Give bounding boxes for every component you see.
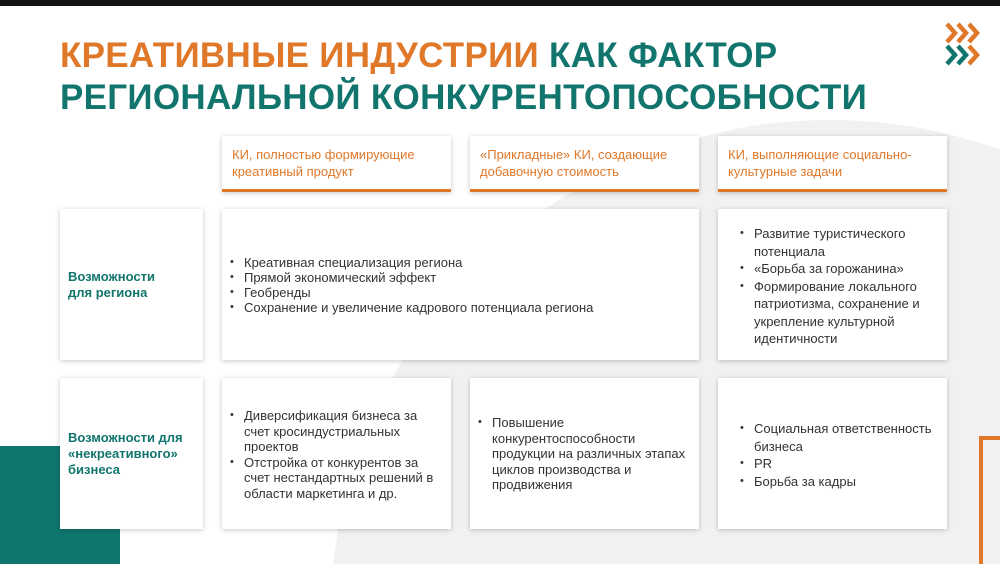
cell-region-social: [718, 209, 947, 360]
title-part-teal: КАК ФАКТОР: [549, 36, 778, 75]
list-item: • PR: [732, 455, 933, 473]
column-header-1: [222, 136, 451, 192]
list-item: • Повышение конкурентоспособности продукции на различных этапах циклов производства и продвижения: [470, 415, 691, 493]
chevron-logo-icon: [944, 22, 984, 68]
row-label-business-text: Возможности для «некреативного» бизнеса: [68, 429, 183, 477]
column-header-3-label: КИ, выполняющие социально-культурные задачи: [728, 147, 912, 179]
list-item: • Социальная ответственность бизнеса: [732, 420, 933, 455]
column-header-2: [470, 136, 699, 192]
list-item: • Борьба за кадры: [732, 473, 933, 491]
list-item: • Геобренды: [222, 285, 593, 300]
business-applied-list: [470, 415, 691, 493]
slide-title: [60, 35, 940, 119]
cell-region-merged: [222, 209, 699, 360]
list-item: • Креативная специализация региона: [222, 255, 593, 270]
list-item: • Сохранение и увеличение кадрового потенциала региона: [222, 300, 593, 315]
region-social-list: [732, 225, 933, 348]
column-header-1-label: КИ, полностью формирующие креативный продукт: [232, 147, 415, 179]
business-social-list: [732, 420, 933, 490]
cell-business-creative: [222, 378, 451, 529]
row-label-business: [60, 378, 203, 529]
row-label-region: [60, 209, 203, 360]
list-item: • Развитие туристического потенциала: [732, 225, 933, 260]
cell-business-social: [718, 378, 947, 529]
list-item: • Формирование локального патриотизма, сохранение и укрепление культурной идентичности: [732, 278, 933, 348]
title-part-orange: КРЕАТИВНЫЕ ИНДУСТРИИ: [60, 36, 540, 75]
list-item: • Прямой экономический эффект: [222, 270, 593, 285]
list-item: • Диверсификация бизнеса за счет кросиндустриальных проектов: [222, 408, 443, 455]
title-line-two: РЕГИОНАЛЬНОЙ КОНКУРЕНТОПОСОБНОСТИ: [60, 78, 868, 117]
column-header-2-label: «Прикладные» КИ, создающие добавочную стоимость: [480, 147, 668, 179]
list-item: • «Борьба за горожанина»: [732, 260, 933, 278]
cell-business-applied: [470, 378, 699, 529]
business-creative-list: [222, 408, 443, 501]
region-merged-list: [222, 255, 593, 315]
top-bar: [0, 0, 1000, 6]
list-item: • Отстройка от конкурентов за счет нестандартных решений в области маркетинга и др.: [222, 455, 443, 502]
orange-corner-decoration: [979, 436, 1000, 564]
column-header-3: [718, 136, 947, 192]
row-label-region-text: Возможности для региона: [68, 268, 155, 300]
